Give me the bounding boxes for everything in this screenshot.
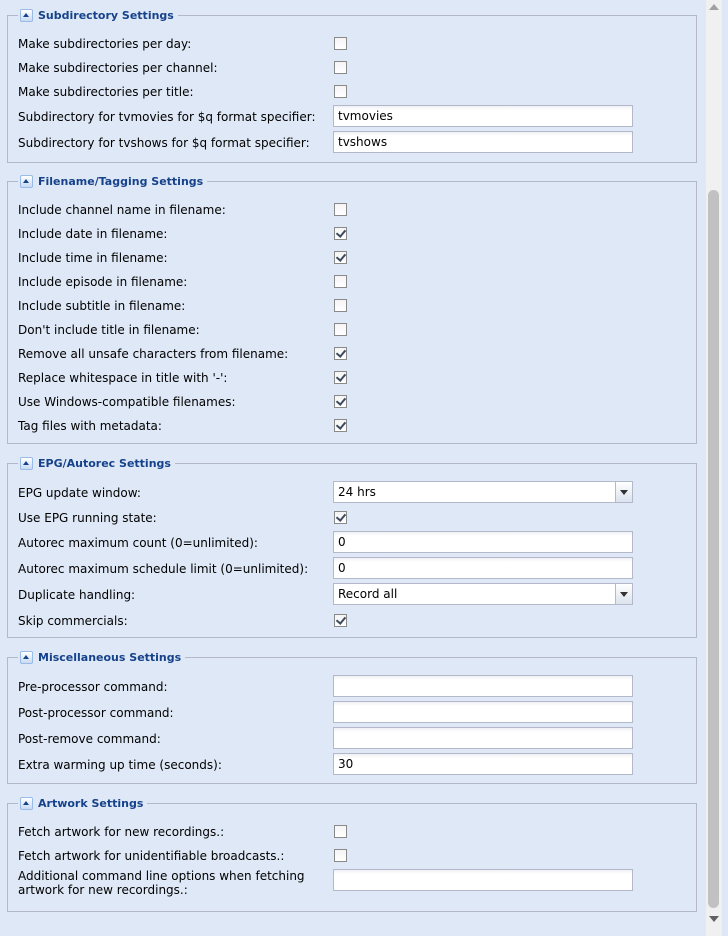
include-subtitle-checkbox[interactable] — [334, 299, 347, 312]
field-label: Fetch artwork for unidentifiable broadcasts.: — [18, 849, 285, 863]
subdir-per-day-checkbox[interactable] — [334, 37, 347, 50]
artwork-options-row — [18, 869, 688, 901]
skip-commercials-checkbox[interactable] — [334, 614, 347, 627]
windows-filenames-checkbox[interactable] — [334, 395, 347, 408]
filename-option-row — [18, 390, 688, 414]
filename-option-row — [18, 222, 688, 246]
include-channel-checkbox[interactable] — [334, 203, 347, 216]
warming-up-row — [18, 753, 688, 777]
section-title: Subdirectory Settings — [38, 8, 174, 22]
miscellaneous-settings-section — [7, 650, 697, 784]
scroll-up-icon[interactable] — [709, 4, 719, 10]
omit-title-checkbox[interactable] — [334, 323, 347, 336]
selected-value: Record all — [338, 587, 398, 601]
duplicate-handling-select[interactable] — [333, 583, 633, 605]
filename-tagging-settings-section — [7, 174, 697, 444]
collapse-up-icon[interactable] — [20, 175, 33, 188]
section-title: Miscellaneous Settings — [38, 650, 182, 664]
pre-processor-input[interactable] — [333, 675, 633, 697]
scroll-down-icon[interactable] — [709, 916, 719, 922]
scrollbar-thumb[interactable] — [708, 190, 719, 908]
autorec-max-count-row — [18, 531, 688, 555]
skip-commercials-row — [18, 609, 688, 633]
subdir-per-title-row — [18, 80, 688, 104]
field-label: Extra warming up time (seconds): — [18, 758, 222, 772]
epg-running-row — [18, 506, 688, 530]
filename-option-row — [18, 366, 688, 390]
subdir-per-channel-checkbox[interactable] — [334, 61, 347, 74]
field-label: Autorec maximum schedule limit (0=unlimited): — [18, 562, 309, 576]
field-label: Post-remove command: — [18, 732, 161, 746]
epg-settings-legend — [18, 455, 175, 471]
section-title: EPG/Autorec Settings — [38, 456, 171, 470]
section-title: Filename/Tagging Settings — [38, 174, 204, 188]
filename-option-row — [18, 342, 688, 366]
include-date-checkbox[interactable] — [334, 227, 347, 240]
tvshows-subdir-row — [18, 131, 688, 155]
artwork-settings-legend — [18, 795, 147, 811]
duplicate-handling-row — [18, 583, 688, 607]
field-label: Additional command line options when fetching artwork for new recordings.: — [18, 869, 305, 897]
field-label: Replace whitespace in title with '-': — [18, 371, 228, 385]
chevron-down-icon[interactable] — [615, 482, 632, 502]
field-label: Skip commercials: — [18, 614, 128, 628]
subdir-per-channel-row — [18, 56, 688, 80]
field-label: Subdirectory for tvmovies for $q format specifier: — [18, 110, 316, 124]
autorec-max-count-input[interactable]: 0 — [333, 531, 633, 553]
post-processor-input[interactable] — [333, 701, 633, 723]
subdirectory-settings-legend — [18, 7, 178, 23]
field-label: Fetch artwork for new recordings.: — [18, 825, 225, 839]
collapse-up-icon[interactable] — [20, 797, 33, 810]
filename-option-row — [18, 246, 688, 270]
field-label: Subdirectory for tvshows for $q format specifier: — [18, 136, 310, 150]
autorec-max-schedule-row — [18, 557, 688, 581]
filename-option-row — [18, 198, 688, 222]
remove-unsafe-chars-checkbox[interactable] — [334, 347, 347, 360]
field-label: Duplicate handling: — [18, 588, 136, 602]
field-label: Post-processor command: — [18, 706, 174, 720]
tvmovies-subdir-input[interactable]: tvmovies — [333, 105, 633, 127]
field-label: Make subdirectories per channel: — [18, 61, 218, 75]
subdirectory-settings-section — [7, 8, 697, 163]
subdir-per-day-row — [18, 32, 688, 56]
subdir-per-title-checkbox[interactable] — [334, 85, 347, 98]
collapse-up-icon[interactable] — [20, 651, 33, 664]
fetch-unidentifiable-row — [18, 844, 688, 868]
field-label: Make subdirectories per title: — [18, 85, 194, 99]
pre-processor-row — [18, 675, 688, 699]
autorec-max-schedule-input[interactable]: 0 — [333, 557, 633, 579]
field-label: Don't include title in filename: — [18, 323, 200, 337]
misc-settings-legend — [18, 649, 185, 665]
selected-value: 24 hrs — [338, 485, 376, 499]
chevron-down-icon[interactable] — [615, 584, 632, 604]
field-label: Include episode in filename: — [18, 275, 188, 289]
post-processor-row — [18, 701, 688, 725]
filename-option-row — [18, 318, 688, 342]
filename-settings-legend — [18, 173, 207, 189]
filename-option-row — [18, 270, 688, 294]
fetch-artwork-checkbox[interactable] — [334, 825, 347, 838]
field-label: Include date in filename: — [18, 227, 168, 241]
collapse-up-icon[interactable] — [20, 9, 33, 22]
fetch-artwork-row — [18, 820, 688, 844]
section-title: Artwork Settings — [38, 796, 144, 810]
field-label: Tag files with metadata: — [18, 419, 162, 433]
field-label: Remove all unsafe characters from filename: — [18, 347, 289, 361]
post-remove-row — [18, 727, 688, 751]
field-label: Use Windows-compatible filenames: — [18, 395, 236, 409]
epg-autorec-settings-section — [7, 456, 697, 638]
filename-option-row — [18, 294, 688, 318]
field-label: Pre-processor command: — [18, 680, 168, 694]
epg-window-row — [18, 481, 688, 505]
vertical-scrollbar[interactable] — [706, 0, 722, 936]
field-label: EPG update window: — [18, 486, 141, 500]
artwork-options-input[interactable] — [333, 869, 633, 891]
artwork-settings-section — [7, 796, 697, 912]
field-label: Include time in filename: — [18, 251, 168, 265]
tvmovies-subdir-row — [18, 105, 688, 129]
replace-whitespace-checkbox[interactable] — [334, 371, 347, 384]
field-label: Include subtitle in filename: — [18, 299, 186, 313]
fetch-unidentifiable-checkbox[interactable] — [334, 849, 347, 862]
include-time-checkbox[interactable] — [334, 251, 347, 264]
tag-metadata-checkbox[interactable] — [334, 419, 347, 432]
field-label: Autorec maximum count (0=unlimited): — [18, 536, 258, 550]
filename-option-row — [18, 414, 688, 438]
field-label: Make subdirectories per day: — [18, 37, 192, 51]
warming-up-input[interactable]: 30 — [333, 753, 633, 775]
field-label: Use EPG running state: — [18, 511, 157, 525]
include-episode-checkbox[interactable] — [334, 275, 347, 288]
post-remove-input[interactable] — [333, 727, 633, 749]
tvshows-subdir-input[interactable]: tvshows — [333, 131, 633, 153]
collapse-up-icon[interactable] — [20, 457, 33, 470]
field-label: Include channel name in filename: — [18, 203, 226, 217]
epg-window-select[interactable] — [333, 481, 633, 503]
epg-running-checkbox[interactable] — [334, 511, 347, 524]
